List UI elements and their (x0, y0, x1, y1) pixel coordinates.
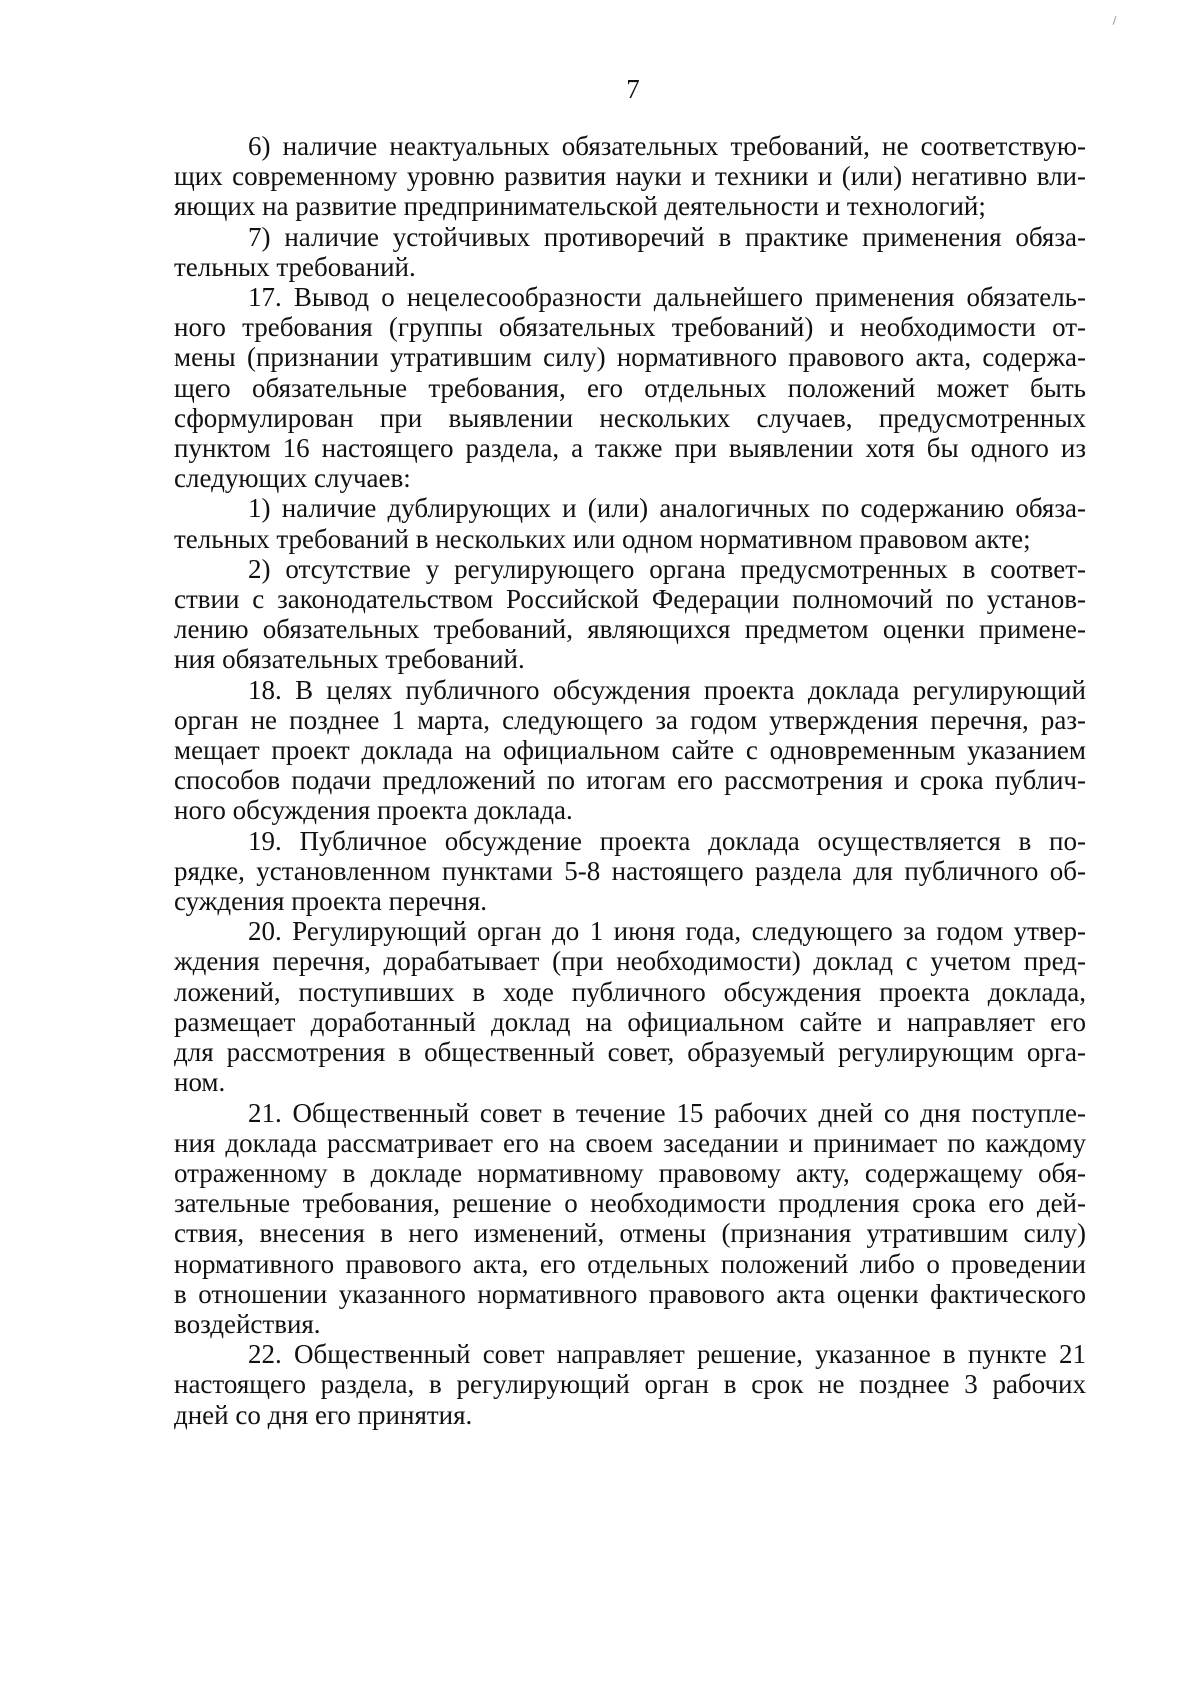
paragraph-17 (174, 282, 1086, 493)
text-line: отраженному в докладе нормативному правовому акту, содержащему обя- (174, 1157, 1086, 1188)
text-line: 21. Общественный совет в течение 15 рабочих дней со дня поступле- (248, 1097, 1086, 1128)
paragraph-22 (174, 1339, 1086, 1430)
paragraph-item-6 (174, 131, 1086, 222)
paragraph-20 (174, 916, 1086, 1097)
text-line: щих современному уровню развития науки и техники и (или) негативно вли- (174, 161, 1086, 192)
text-line: 17. Вывод о нецелесообразности дальнейшего применения обязатель- (248, 282, 1086, 313)
text-line: лению обязательных требований, являющихся предметом оценки примене- (174, 614, 1086, 645)
text-line: щего обязательные требования, его отдельных положений может быть (174, 372, 1086, 403)
document-body (174, 131, 1086, 1430)
text-line: 18. В целях публичного обсуждения проекта доклада регулирующий (248, 674, 1086, 705)
paragraph-17-item-2 (174, 554, 1086, 675)
paragraph-18 (174, 675, 1086, 826)
text-line: ного обсуждения проекта доклада. (174, 795, 573, 826)
text-line: 7) наличие устойчивых противоречий в практике применения обяза- (248, 221, 1086, 252)
text-line: тельных требований в нескольких или одном нормативном правовом акте; (174, 523, 1031, 554)
paragraph-item-7 (174, 222, 1086, 282)
text-line: мещает проект доклада на официальном сайте с одновременным указанием (174, 735, 1086, 766)
text-line: в отношении указанного нормативного правового акта оценки фактического (174, 1278, 1086, 1309)
text-line: рядке, установленном пунктами 5-8 настоящего раздела для публичного об- (174, 855, 1086, 886)
text-line: следующих случаев: (174, 463, 411, 494)
text-line: 22. Общественный совет направляет решение, указанное в пункте 21 (248, 1339, 1086, 1370)
text-line: ния обязательных требований. (174, 644, 525, 675)
text-line: орган не позднее 1 марта, следующего за годом утверждения перечня, раз- (174, 704, 1086, 735)
text-line: ного требования (группы обязательных требований) и необходимости от- (174, 312, 1086, 343)
text-line: тельных требований. (174, 251, 416, 282)
page-number: 7 (626, 74, 640, 104)
paragraph-17-item-1 (174, 493, 1086, 553)
text-line: 1) наличие дублирующих и (или) аналогичных по содержанию обяза- (248, 493, 1086, 524)
text-line: 19. Публичное обсуждение проекта доклада осуществляется в по- (248, 825, 1086, 856)
paragraph-19 (174, 826, 1086, 917)
text-line: 6) наличие неактуальных обязательных требований, не соответствую- (248, 131, 1086, 161)
text-line: 2) отсутствие у регулирующего органа предусмотренных в соответ- (248, 553, 1086, 584)
text-line: ния доклада рассматривает его на своем заседании и принимает по каждому (174, 1127, 1086, 1158)
text-line: ждения перечня, дорабатывает (при необходимости) доклад с учетом пред- (174, 946, 1086, 977)
text-line: ствии с законодательством Российской Федерации полномочий по установ- (174, 584, 1086, 615)
text-line: воздействия. (174, 1308, 321, 1339)
text-line: зательные требования, решение о необходимости продления срока его дей- (174, 1188, 1086, 1219)
text-line: пунктом 16 настоящего раздела, а также при выявлении хотя бы одного из (174, 433, 1086, 464)
text-line: для рассмотрения в общественный совет, образуемый регулирующим орга- (174, 1037, 1086, 1068)
text-line: яющих на развитие предпринимательской деятельности и технологий; (174, 191, 986, 222)
text-line: сформулирован при выявлении нескольких случаев, предусмотренных (174, 402, 1086, 433)
paragraph-21 (174, 1098, 1086, 1340)
text-line: ствия, внесения в него изменений, отмены (признания утратившим силу) (174, 1218, 1086, 1249)
text-line: ложений, поступивших в ходе публичного обсуждения проекта доклада, (174, 976, 1086, 1007)
text-line: настоящего раздела, в регулирующий орган в срок не позднее 3 рабочих (174, 1369, 1086, 1400)
scan-mark (1113, 16, 1117, 25)
text-line: дней со дня его принятия. (174, 1399, 473, 1430)
text-line: суждения проекта перечня. (174, 886, 488, 917)
text-line: 20. Регулирующий орган до 1 июня года, следующего за годом утвер- (248, 916, 1086, 947)
text-line: ном. (174, 1067, 226, 1098)
text-line: нормативного правового акта, его отдельных положений либо о проведении (174, 1248, 1086, 1279)
text-line: размещает доработанный доклад на официальном сайте и направляет его (174, 1006, 1086, 1037)
text-line: способов подачи предложений по итогам его рассмотрения и срока публич- (174, 765, 1086, 796)
text-line: мены (признании утратившим силу) нормативного правового акта, содержа- (174, 342, 1086, 373)
